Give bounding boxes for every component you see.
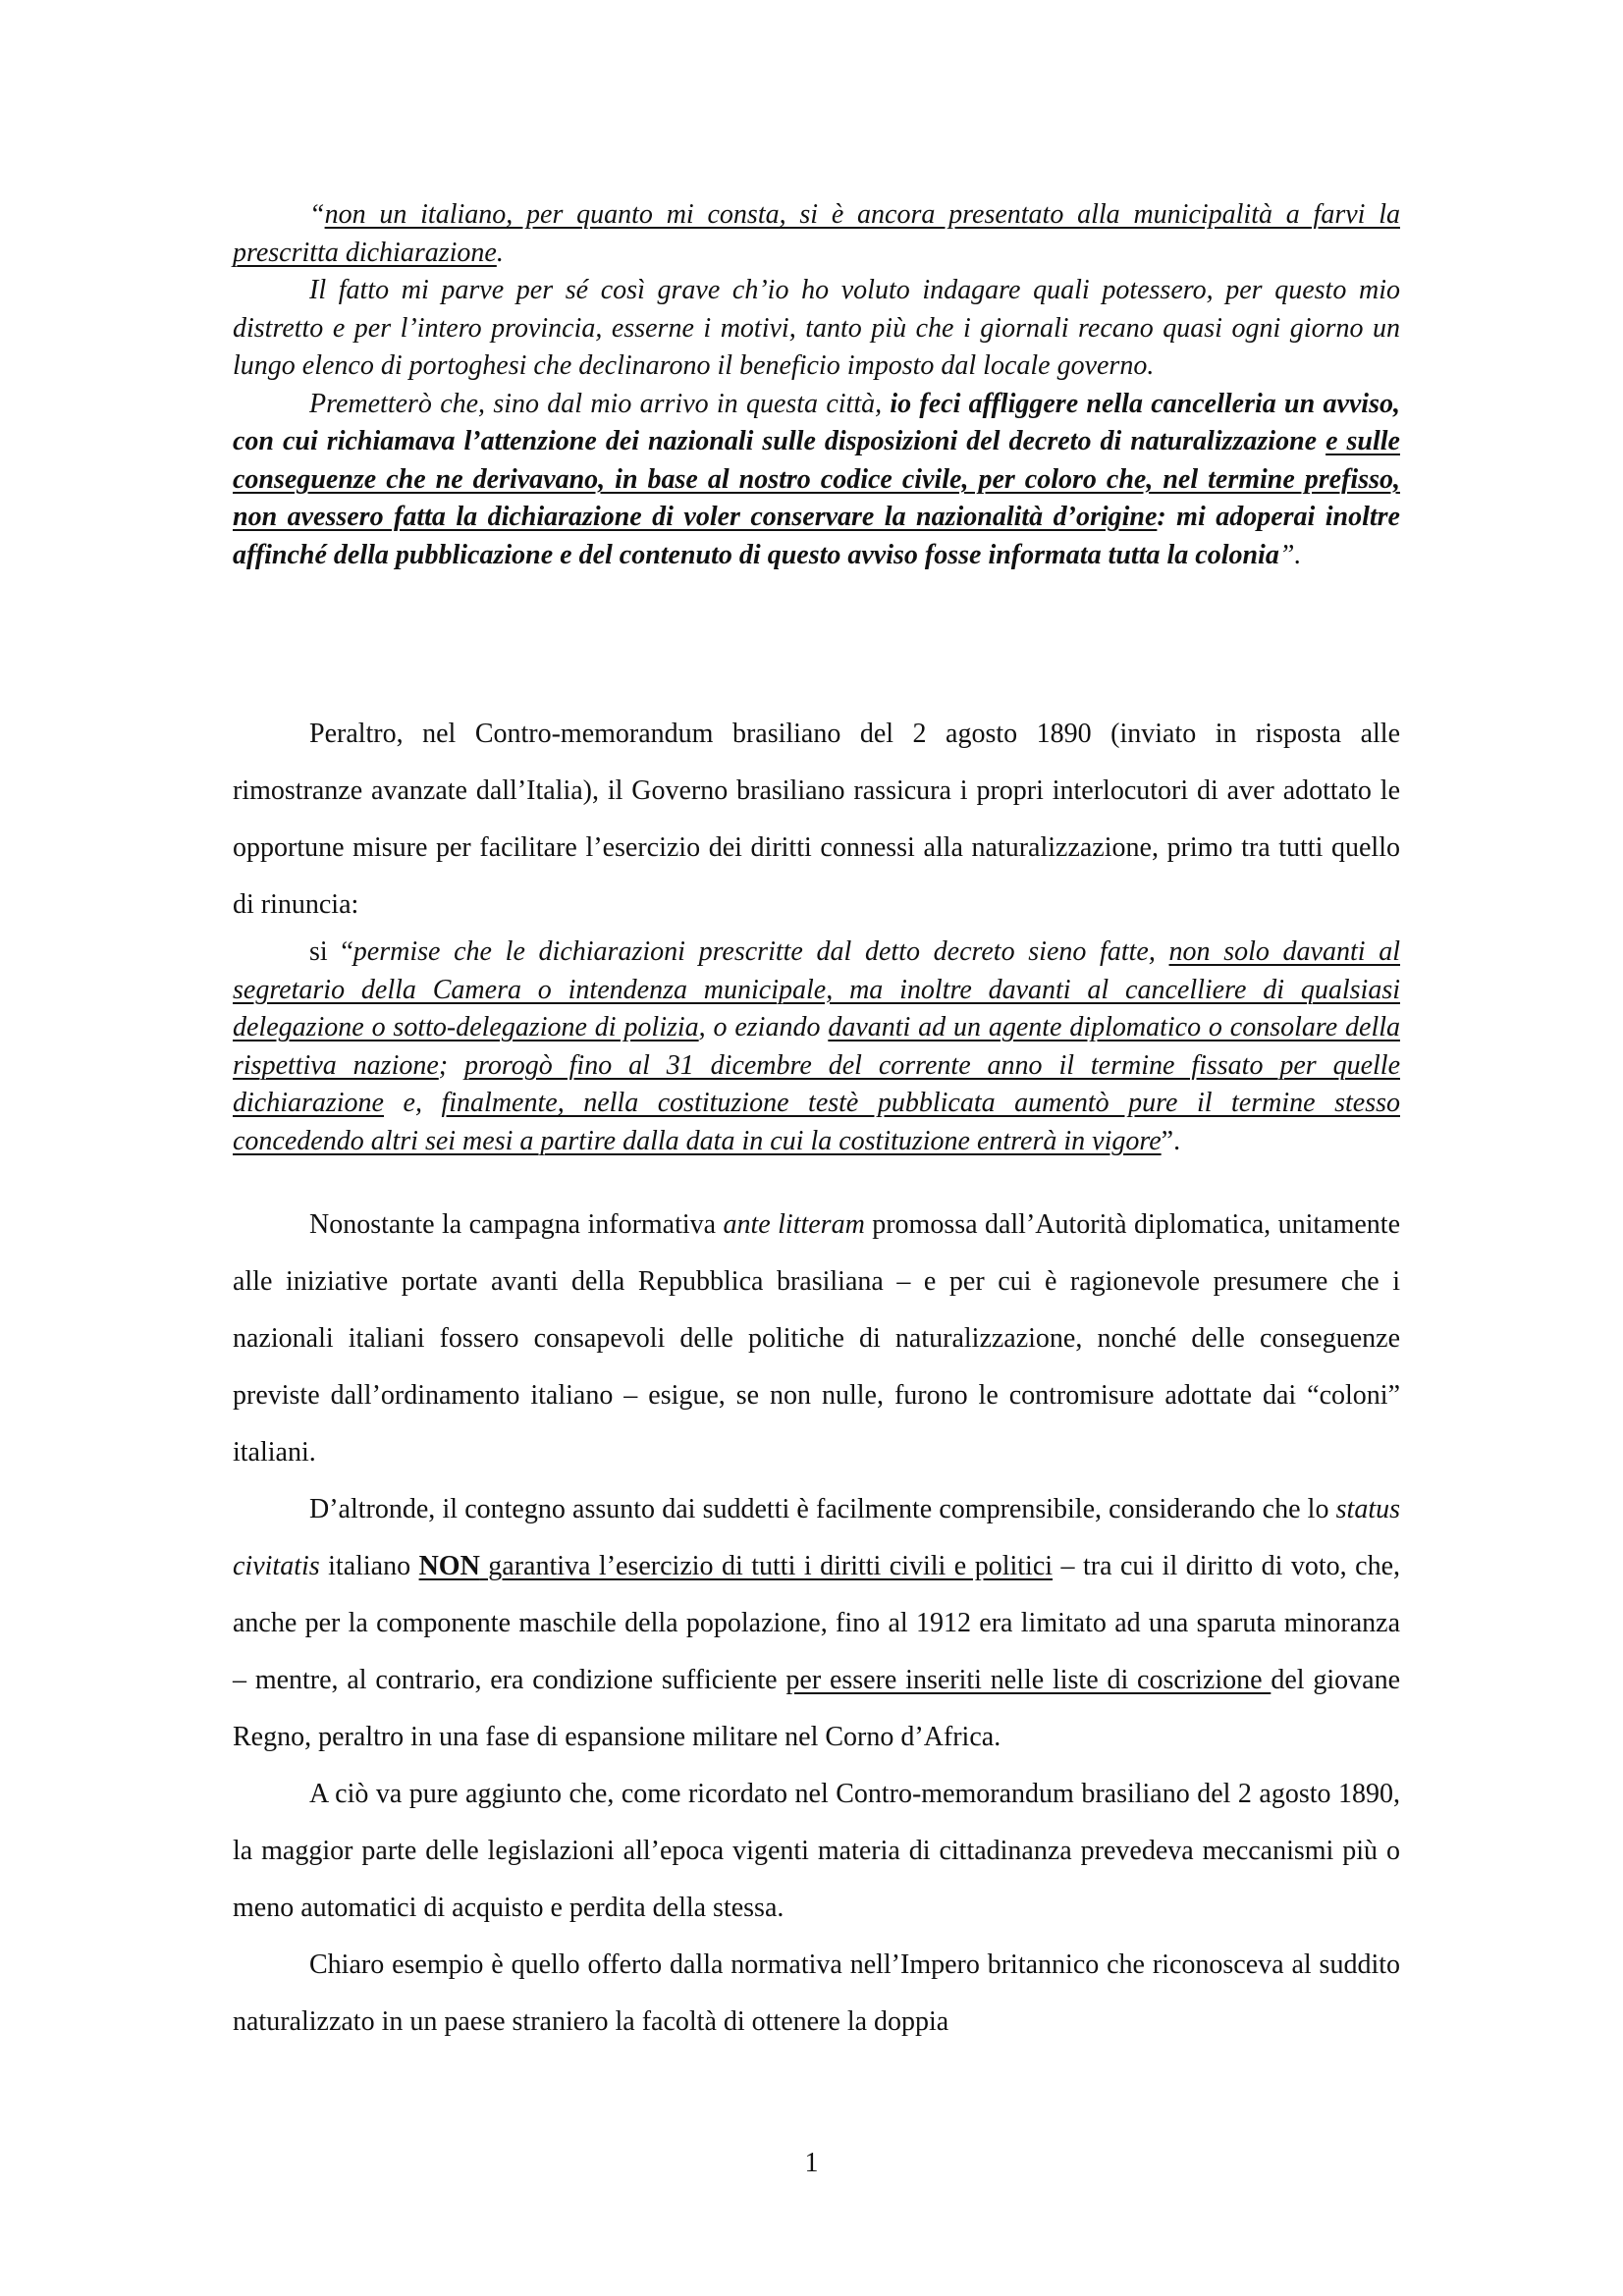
text-segment: del giovane Regno, peraltro in una fase di espansione militare nel Corno d’Africa. bbox=[233, 1665, 1400, 1752]
quote-paragraph-3 bbox=[233, 386, 1400, 575]
text-segment: status civitatis bbox=[233, 1494, 1400, 1581]
quote-text-segment: ”. bbox=[1161, 1125, 1181, 1156]
quote-text-segment: si “ bbox=[309, 936, 353, 967]
page-number: 1 bbox=[804, 2148, 819, 2178]
quote-text-segment: prorogò fino al 31 dicembre del corrente anno il termine fissato per quelle dichiarazione bbox=[233, 1049, 1400, 1118]
text-segment: promossa dall’Autorità diplomatica, unitamente alle iniziative portate avanti della Repubblica brasiliana – e per cui è ragionevole presumere che i nazionali italiani fossero consapevoli delle politiche di naturalizzazione, nonché delle conseguenze previste dall’ordinamento italiano – esigue, se non nulle, furono le contromisure adottate dai “coloni” italiani. bbox=[233, 1209, 1400, 1468]
quote-text-segment: non un italiano, per quanto mi consta, si è ancora presentato alla municipalità a farvi la prescritta dichiarazione bbox=[233, 199, 1400, 268]
quote-text-segment: finalmente, nella costituzione testè pubblicata aumentò pure il termine stesso concedendo altri sei mesi a partire dalla data in cui la costituzione entrerà in vigore bbox=[233, 1088, 1400, 1156]
quote-text-segment: e sulle conseguenze che ne derivavano, in base al nostro codice civile, per coloro che, nel termine prefisso, non avessero fatta la dichiarazione di voler conservare la nazionalità d’origine bbox=[233, 426, 1400, 532]
body-section-1 bbox=[233, 706, 1400, 934]
text-segment: D’altronde, il contegno assunto dai suddetti è facilmente comprensibile, considerando che lo bbox=[309, 1494, 1336, 1524]
quote-text-segment: permise che le dichiarazioni prescritte dal detto decreto sieno fatte, bbox=[352, 936, 1169, 967]
text-segment: garantiva l’esercizio di tutti i diritti civili e politici bbox=[479, 1551, 1054, 1581]
quoted-report-block bbox=[233, 196, 1400, 574]
body-paragraph: Peraltro, nel Contro-memorandum brasiliano del 2 agosto 1890 (inviato in risposta alle rimostranze avanzate dall’Italia), il Governo brasiliano rassicura i propri interlocutori di aver adottato le opportune misure per facilitare l’esercizio dei diritti connessi alla naturalizzazione, primo tra tutti quello di rinuncia: bbox=[233, 719, 1400, 920]
quote-paragraph-2: Il fatto mi parve per sé così grave ch’io ho voluto indagare quali potessero, per questo mio distretto e per l’intero provincia, esserne i motivi, tanto più che i giornali recano quasi ogni giorno un lungo elenco di portoghesi che declinarono il beneficio imposto dal locale governo. bbox=[233, 275, 1400, 381]
quote-text-segment: , o eziando bbox=[698, 1012, 829, 1042]
quote-paragraph-1 bbox=[233, 196, 1400, 272]
quote-text-segment: e, bbox=[384, 1088, 442, 1118]
body-paragraph: Chiaro esempio è quello offerto dalla normativa nell’Impero britannico che riconosceva al suddito naturalizzato in un paese straniero la facoltà di ottenere la doppia bbox=[233, 1949, 1400, 2037]
quote-text-segment: ; bbox=[438, 1049, 465, 1081]
text-segment: NON bbox=[418, 1551, 480, 1581]
quote-text-segment: davanti ad un agente diplomatico o consolare della rispettiva nazione bbox=[233, 1012, 1400, 1081]
quote-text-segment: io feci affliggere nella cancelleria un avviso, con cui richiamava l’attenzione dei nazionali sulle disposizioni del decreto di naturalizzazione bbox=[233, 388, 1400, 456]
body-paragraph bbox=[233, 1197, 1400, 1481]
memorandum-quote-paragraph bbox=[233, 934, 1400, 1160]
body-section-2 bbox=[233, 1197, 1400, 2051]
text-segment: Nonostante la campagna informativa bbox=[309, 1209, 724, 1240]
quote-text-segment: Premetterò che, sino dal mio arrivo in questa città, bbox=[309, 388, 891, 419]
body-paragraph bbox=[233, 1481, 1400, 1766]
quote-text-segment: ”. bbox=[1278, 539, 1302, 570]
quote-text-segment: non solo davanti al segretario della Camera o intendenza municipale, ma inoltre davanti al cancelliere di qualsiasi delegazione o sotto-delegazione di polizia bbox=[233, 936, 1401, 1042]
body-paragraph: A ciò va pure aggiunto che, come ricordato nel Contro-memorandum brasiliano del 2 agosto 1890, la maggior parte delle legislazioni all’epoca vigenti materia di cittadinanza prevedeva meccanismi più o meno automatici di acquisto e perdita della stessa. bbox=[233, 1779, 1400, 1923]
text-segment: italiano bbox=[319, 1551, 419, 1581]
text-segment: – tra cui il diritto di voto, che, anche per la componente maschile della popolazione, fino al 1912 era limitato ad una sparuta minoranza – mentre, al contrario, era condizione sufficiente bbox=[233, 1551, 1400, 1695]
quote-text-segment: . bbox=[496, 237, 504, 268]
quote-text-segment: “ bbox=[309, 199, 325, 230]
text-segment: ante litteram bbox=[723, 1209, 865, 1240]
memorandum-quote bbox=[233, 934, 1400, 1160]
quote-text-segment: : mi adoperai inoltre affinché della pubblicazione e del contenuto di questo avviso fosse informata tutta la colonia bbox=[233, 502, 1400, 570]
text-segment: per essere inseriti nelle liste di coscrizione bbox=[785, 1665, 1271, 1695]
